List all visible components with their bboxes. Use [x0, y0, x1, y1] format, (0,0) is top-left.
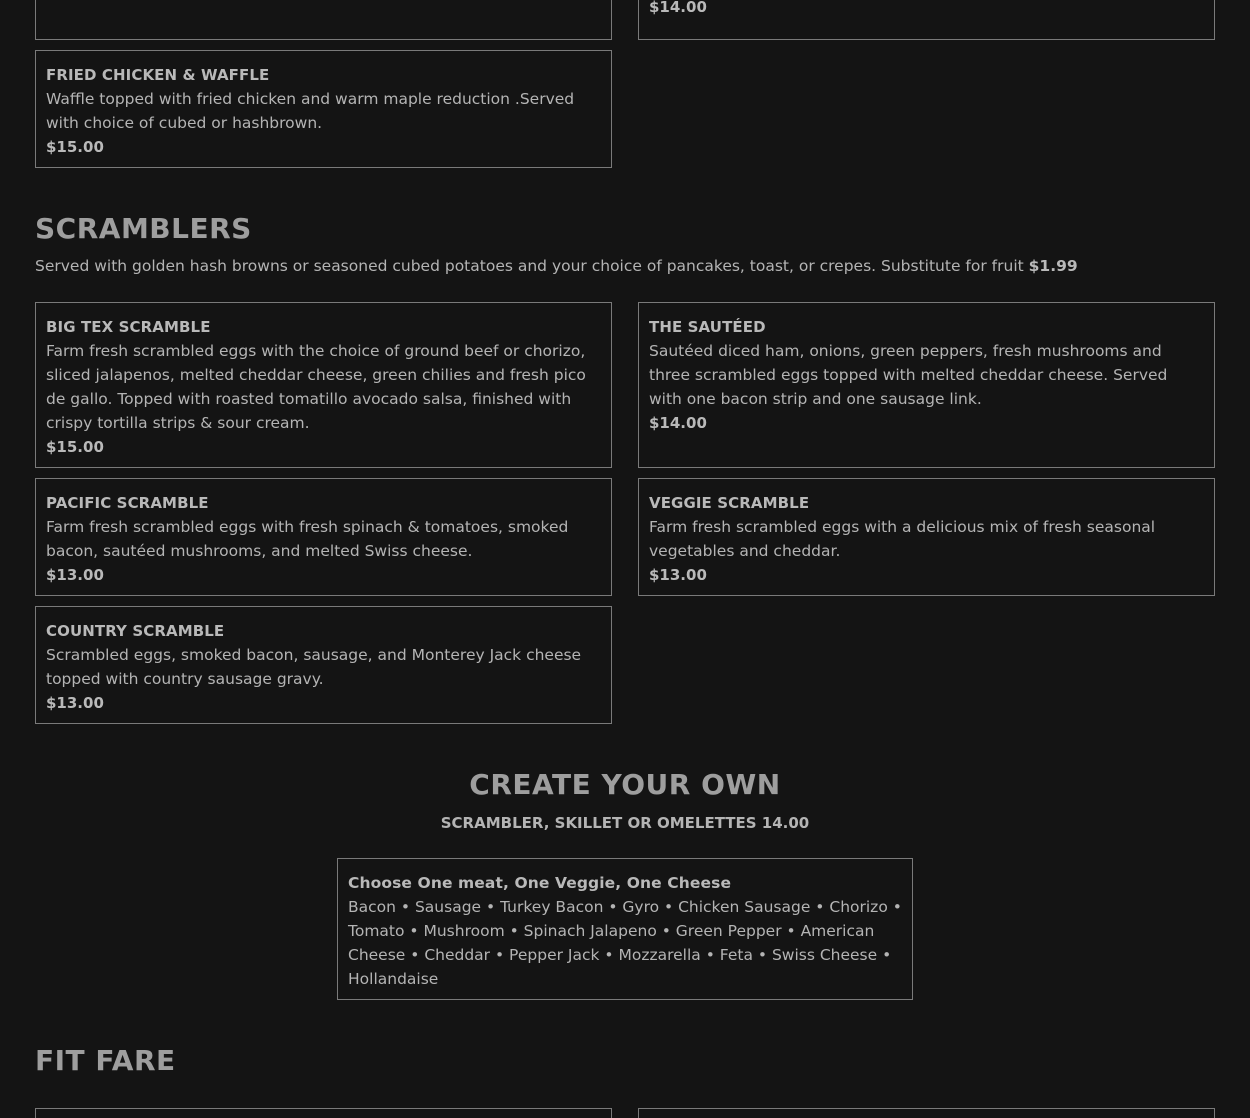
menu-item-card-fried-chicken [35, 50, 612, 168]
menu-item-card-the-sauteed [638, 302, 1215, 468]
section-note-scramblers [35, 257, 1078, 275]
menu-item-desc: Waffle topped with fried chicken and warm maple reduction .Served with choice of cubed or hashbrown. [46, 90, 575, 132]
menu-item-price: $13.00 [46, 694, 104, 712]
menu-item-price: $13.00 [649, 566, 707, 584]
section-note-price: $1.99 [1028, 257, 1078, 275]
menu-item-price: $13.00 [46, 566, 104, 584]
section-title-fit-fare: FIT FARE [35, 1044, 176, 1077]
menu-item-desc: Farm fresh scrambled eggs with fresh spinach & tomatoes, smoked bacon, sautéed mushrooms, and melted Swiss cheese. [46, 518, 569, 560]
section-note-text: Served with golden hash browns or seasoned cubed potatoes and your choice of pancakes, toast, or crepes. Substitute for fruit [35, 257, 1024, 275]
menu-item-price: $14.00 [649, 0, 707, 16]
menu-item-name: BIG TEX SCRAMBLE [46, 318, 211, 336]
menu-item-price: $14.00 [649, 414, 707, 432]
menu-item-name: FRIED CHICKEN & WAFFLE [46, 66, 270, 84]
menu-item-desc: Sautéed diced ham, onions, green peppers, fresh mushrooms and three scrambled eggs topped with melted cheddar cheese. Served with one bacon strip and one sausage link. [649, 342, 1168, 408]
menu-item-card-partial-left [35, 0, 612, 40]
menu-item-card-country [35, 606, 612, 724]
menu-item-price: $15.00 [46, 438, 104, 456]
menu-item-card-fit-fare-left [35, 1108, 612, 1118]
section-subtitle-create-your-own: SCRAMBLER, SKILLET OR OMELETTES 14.00 [440, 814, 810, 832]
choose-heading: Choose One meat, One Veggie, One Cheese [348, 874, 732, 892]
menu-item-price: $15.00 [46, 138, 104, 156]
menu-item-card-veggie [638, 478, 1215, 596]
menu-item-card-pacific [35, 478, 612, 596]
section-title-create-your-own: CREATE YOUR OWN [469, 768, 781, 801]
menu-item-name: VEGGIE SCRAMBLE [649, 494, 810, 512]
menu-item-name: THE SAUTÉED [649, 318, 766, 336]
menu-item-card-fit-fare-right [638, 1108, 1215, 1118]
menu-item-desc: Farm fresh scrambled eggs with the choice of ground beef or chorizo, sliced jalapenos, melted cheddar cheese, green chilies and fresh pico de gallo. Topped with roasted tomatillo avocado salsa, finished with crispy tortilla strips & sour cream. [46, 342, 586, 432]
menu-item-desc: Farm fresh scrambled eggs with a delicious mix of fresh seasonal vegetables and cheddar. [649, 518, 1156, 560]
menu-item-name: COUNTRY SCRAMBLE [46, 622, 225, 640]
create-your-own-card [337, 858, 913, 1000]
section-title-scramblers: SCRAMBLERS [35, 212, 252, 245]
menu-item-card-big-tex [35, 302, 612, 468]
menu-item-desc: Scrambled eggs, smoked bacon, sausage, and Monterey Jack cheese topped with country sausage gravy. [46, 646, 582, 688]
menu-item-name: PACIFIC SCRAMBLE [46, 494, 209, 512]
choose-options: Bacon • Sausage • Turkey Bacon • Gyro • Chicken Sausage • Chorizo • Tomato • Mushroom • Spinach Jalapeno • Green Pepper • American Cheese • Cheddar • Pepper Jack • Mozzarella • Feta • Swiss Cheese • Hollandaise [348, 898, 902, 988]
menu-item-card-partial-right [638, 0, 1215, 40]
